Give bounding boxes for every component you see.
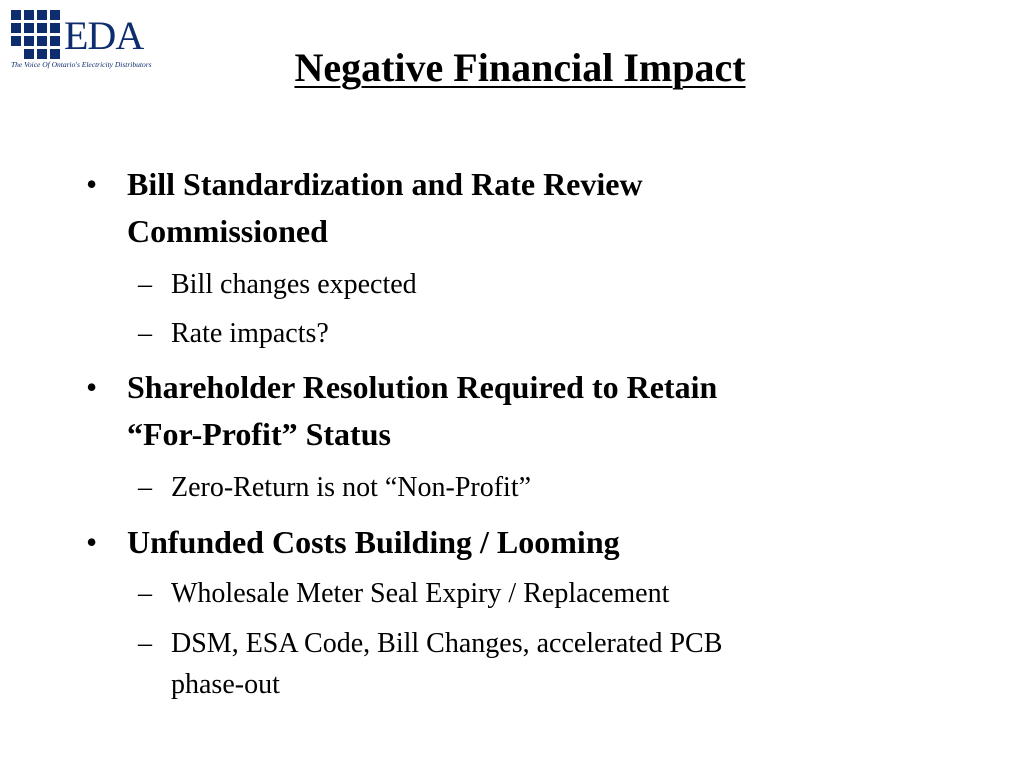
logo-tagline: The Voice Of Ontario's Electricity Distributors <box>11 60 152 69</box>
bullet-marker: • <box>86 166 98 202</box>
sub-bullet-item <box>138 467 871 508</box>
sub-bullet-line: Rate impacts? <box>171 318 329 349</box>
bullet-marker: • <box>86 369 98 405</box>
sub-bullet-marker: – <box>138 269 152 300</box>
sub-bullet-line: Zero-Return is not “Non-Profit” <box>171 472 532 503</box>
bullet-marker: • <box>86 524 98 560</box>
slide-title: Negative Financial Impact <box>294 45 746 90</box>
sub-bullet-line: DSM, ESA Code, Bill Changes, accelerated PCB <box>171 628 723 659</box>
sub-bullet-marker: – <box>138 578 152 609</box>
sub-bullet-marker: – <box>138 472 152 503</box>
sub-bullet-item <box>138 573 871 614</box>
bullet-line: Commissioned <box>127 213 328 249</box>
sub-bullet-item <box>138 264 871 305</box>
sub-bullet-marker: – <box>138 318 152 349</box>
bullet-item <box>86 519 887 566</box>
bullet-line: “For-Profit” Status <box>127 416 391 452</box>
logo-wordmark: EDA <box>64 13 144 58</box>
bullet-item <box>86 364 887 458</box>
sub-bullet-line: Bill changes expected <box>171 269 417 300</box>
sub-bullet-line: Wholesale Meter Seal Expiry / Replacement <box>171 578 670 609</box>
sub-bullet-item <box>138 623 871 705</box>
sub-bullet-line: phase-out <box>171 669 280 700</box>
sub-bullet-item <box>138 313 871 354</box>
bullet-line: Unfunded Costs Building / Looming <box>127 524 620 560</box>
bullet-line: Shareholder Resolution Required to Retain <box>127 369 718 405</box>
sub-bullet-marker: – <box>138 628 152 659</box>
bullet-line: Bill Standardization and Rate Review <box>127 166 643 202</box>
bullet-item <box>86 161 887 255</box>
